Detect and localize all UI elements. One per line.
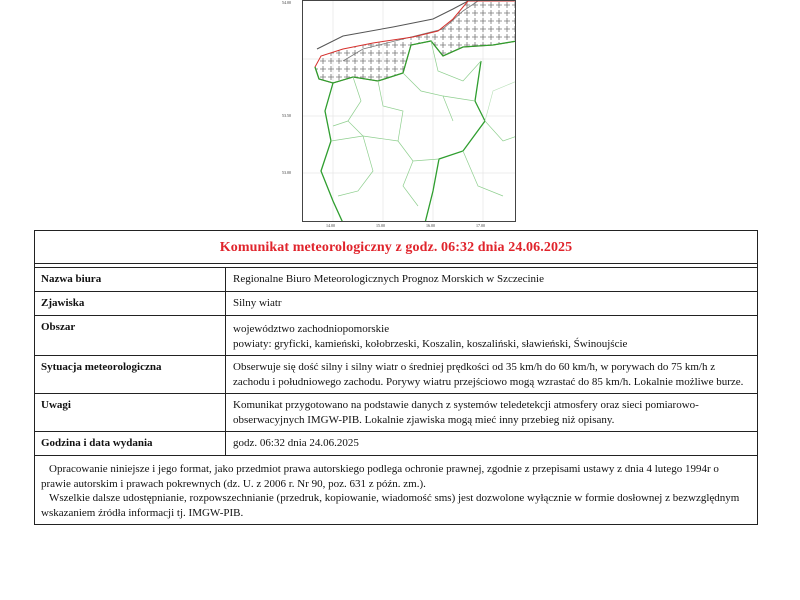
row-label: Sytuacja meteorologiczna: [35, 356, 226, 393]
value-line: Komunikat przygotowano na podstawie danych z systemów teledetekcji atmosfery oraz sieci pomiarowo-obserwacyjnych IMGW-PIB. Lokalnie zjawiska mogą mieć inny przebieg niż opisany.: [233, 399, 699, 426]
warning-map: [282, 0, 516, 228]
map-frame: [302, 0, 516, 222]
row-office: [35, 268, 757, 292]
lon-tick: 17.00: [476, 223, 485, 228]
lon-tick: 16.00: [426, 223, 435, 228]
value-line: godz. 06:32 dnia 24.06.2025: [233, 437, 359, 449]
row-value: [226, 316, 757, 355]
usage-paragraph: Wszelkie dalsze udostępnianie, rozpowszechnianie (przedruk, kopiowanie, wiadomość sms) jest dozwolone wyłącznie w formie dosłownej z bezwzględnym wskazaniem źródła informacji tj. IMGW-PIB.: [41, 492, 740, 519]
row-value: [226, 394, 757, 431]
report-table: [34, 230, 758, 525]
lon-tick: 14.00: [326, 223, 335, 228]
row-label: Uwagi: [35, 394, 226, 431]
voivodeship-border-east: [425, 61, 485, 222]
warning-area: [315, 1, 516, 83]
value-line: Obserwuje się dość silny i silny wiatr o średniej prędkości od 35 km/h do 60 km/h, w porywach do 75 km/h z zachodu i południowego zachodu. Porywy wiatru przejściowo mogą wzrastać do 85 km/h. Lokalnie możliwe burze.: [233, 361, 744, 388]
row-label: Obszar: [35, 316, 226, 355]
row-issue-time: [35, 432, 757, 456]
row-remarks: [35, 394, 757, 432]
lat-tick: 53.00: [282, 170, 291, 175]
neighbor-border: [485, 81, 516, 121]
row-label: Godzina i data wydania: [35, 432, 226, 455]
voivodeship-border-west: [321, 83, 343, 222]
row-label: Nazwa biura: [35, 268, 226, 291]
row-label: Zjawiska: [35, 292, 226, 315]
value-line: Regionalne Biuro Meteorologicznych Prognoz Morskich w Szczecinie: [233, 273, 544, 285]
lat-tick: 54.00: [282, 0, 291, 5]
map-svg: [303, 1, 516, 222]
value-line: Silny wiatr: [233, 297, 282, 309]
row-phenomena: [35, 292, 757, 316]
row-value: [226, 356, 757, 393]
row-situation: [35, 356, 757, 394]
row-area: [35, 316, 757, 356]
value-line: województwo zachodniopomorskie: [233, 323, 390, 335]
report-title: Komunikat meteorologiczny z godz. 06:32 dnia 24.06.2025: [35, 231, 757, 264]
row-value: [226, 292, 757, 315]
value-line: powiaty: gryficki, kamieński, kołobrzeski, Koszalin, koszaliński, sławieński, Świnoujście: [233, 338, 628, 350]
row-value: [226, 268, 757, 291]
lon-tick: 15.00: [376, 223, 385, 228]
copyright-footer: [35, 456, 757, 524]
row-value: [226, 432, 757, 455]
copyright-paragraph: Opracowanie niniejsze i jego format, jako przedmiot prawa autorskiego podlega ochronie prawnej, zgodnie z przepisami ustawy z dnia 4 lutego 1994r o prawie autorskim i prawach pokrewnych (dz. U. z 2006 r. Nr 90, poz. 631 z późn. zm.).: [41, 463, 719, 490]
lat-tick: 53.50: [282, 113, 291, 118]
